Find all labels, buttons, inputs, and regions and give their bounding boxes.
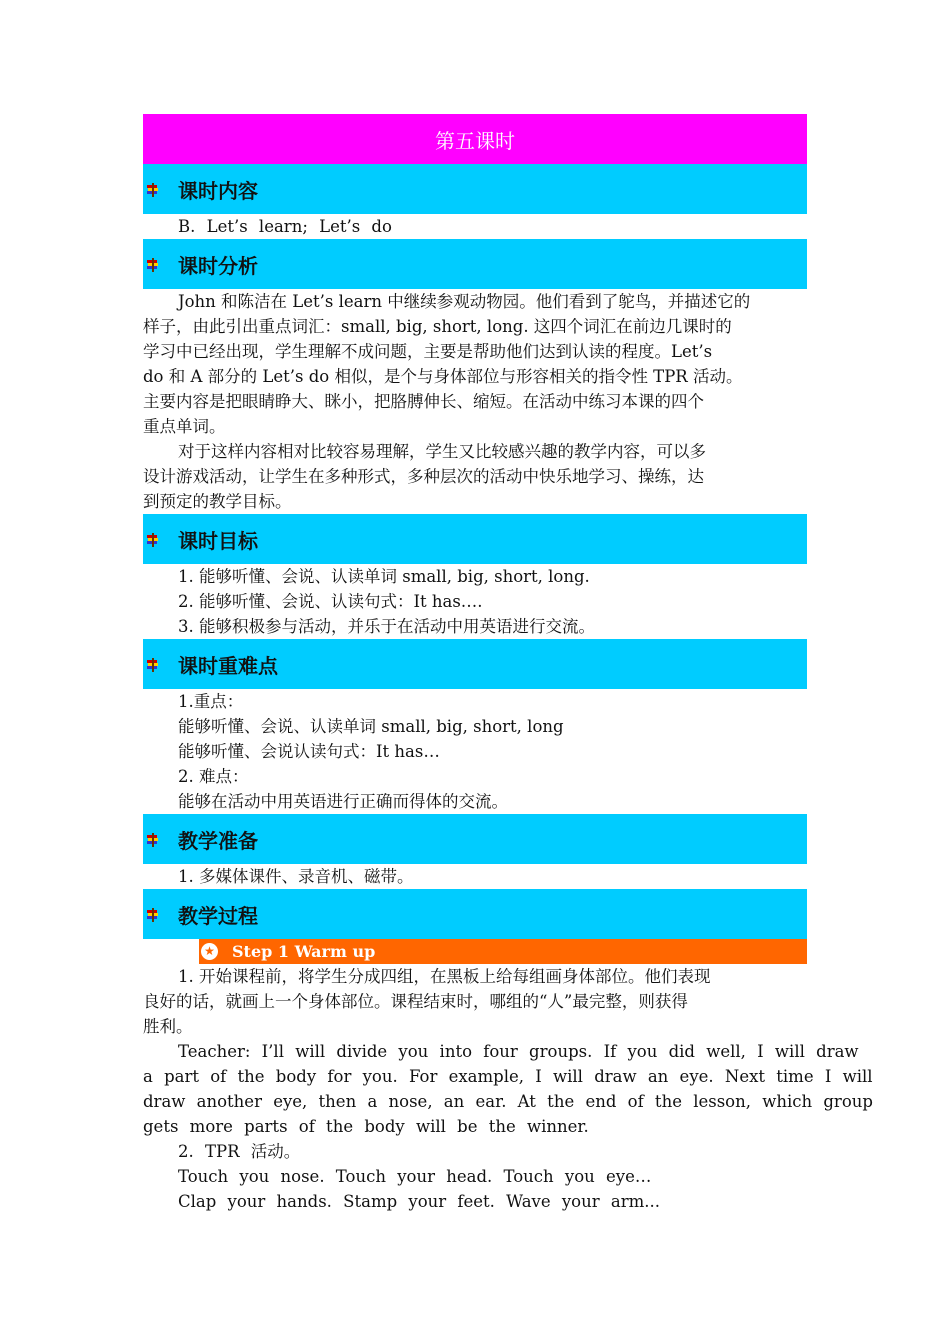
section-title: 课时重难点 [178, 653, 278, 678]
objective-item: 3. 能够积极参与活动，并乐于在活动中用英语进行交流。 [178, 617, 595, 636]
lesson-title: 第五课时 [435, 128, 515, 153]
objective-item: 1. 能够听懂、会说、认读单词 small, big, short, long. [178, 567, 590, 586]
lesson-title-bar [143, 114, 807, 164]
preparation-body [143, 864, 807, 889]
section-header-content [143, 164, 807, 214]
content-body [143, 214, 807, 239]
key-points-body [143, 689, 807, 814]
section-title: 课时分析 [178, 253, 258, 278]
book-stack-icon [146, 532, 160, 546]
star-circle-icon: ★ [201, 943, 218, 960]
book-stack-icon [146, 182, 160, 196]
key-point-line: 2. 难点： [178, 767, 249, 786]
section-title: 课时目标 [178, 528, 258, 553]
analysis-line: 设计游戏活动，让学生在多种形式，多种层次的活动中快乐地学习、操练，达 [143, 467, 704, 486]
section-header-objectives [143, 514, 807, 564]
key-point-line: 能够听懂、会说、认读单词 small, big, short, long [178, 717, 564, 736]
teacher-line: draw another eye, then a nose, an ear. At the end of the lesson, which group [143, 1092, 873, 1111]
section-title: 教学过程 [178, 903, 258, 928]
analysis-line: John 和陈洁在 Let’s learn 中继续参观动物园。他们看到了鸵鸟，并描述它的 [178, 292, 751, 311]
section-header-analysis [143, 239, 807, 289]
step-label: Step 1 Warm up [232, 942, 376, 961]
analysis-line: 主要内容是把眼睛睁大、眯小，把胳膊伸长、缩短。在活动中练习本课的四个 [143, 392, 704, 411]
process-body [143, 964, 873, 1214]
content-line: B. Let’s learn; Let’s do [178, 217, 392, 236]
section-title: 课时内容 [178, 178, 258, 203]
analysis-body [143, 289, 807, 514]
key-point-line: 能够在活动中用英语进行正确而得体的交流。 [178, 792, 508, 811]
process-line: 1. 开始课程前，将学生分成四组，在黑板上给每组画身体部位。他们表现 [178, 967, 711, 986]
analysis-line: do 和 A 部分的 Let’s do 相似，是个与身体部位与形容相关的指令性 TPR 活动。 [143, 367, 743, 386]
analysis-line: 到预定的教学目标。 [143, 492, 292, 511]
section-header-process [143, 889, 807, 939]
section-title: 教学准备 [178, 828, 258, 853]
teacher-line: Teacher: I’ll will divide you into four groups. If you did well, I will draw [178, 1042, 859, 1061]
process-line: 胜利。 [143, 1017, 193, 1036]
objective-item: 2. 能够听懂、会说、认读句式：It has…. [178, 592, 483, 611]
tpr-line: Touch you nose. Touch your head. Touch you eye… [178, 1167, 652, 1186]
analysis-line: 学习中已经出现，学生理解不成问题，主要是帮助他们达到认读的程度。Let’s [143, 342, 713, 361]
key-point-line: 能够听懂、会说认读句式：It has… [178, 742, 440, 761]
step-header [199, 939, 807, 964]
section-header-key-points [143, 639, 807, 689]
process-line: 良好的话，就画上一个身体部位。课程结束时，哪组的“人”最完整，则获得 [143, 992, 688, 1011]
teacher-line: a part of the body for you. For example, I will draw an eye. Next time I will [143, 1067, 873, 1086]
book-stack-icon [146, 657, 160, 671]
document-page [143, 114, 873, 1214]
book-stack-icon [146, 832, 160, 846]
book-stack-icon [146, 907, 160, 921]
analysis-line: 对于这样内容相对比较容易理解，学生又比较感兴趣的教学内容，可以多 [178, 442, 706, 461]
section-header-preparation [143, 814, 807, 864]
analysis-line: 样子，由此引出重点词汇：small, big, short, long. 这四个词汇在前边几课时的 [143, 317, 732, 336]
book-stack-icon [146, 257, 160, 271]
tpr-line: Clap your hands. Stamp your feet. Wave your arm... [178, 1192, 660, 1211]
tpr-line: 2. TPR 活动。 [178, 1142, 301, 1161]
preparation-line: 1. 多媒体课件、录音机、磁带。 [178, 867, 414, 886]
teacher-line: gets more parts of the body will be the winner. [143, 1117, 589, 1136]
objectives-body [143, 564, 807, 639]
analysis-line: 重点单词。 [143, 417, 226, 436]
key-point-line: 1.重点： [178, 692, 244, 711]
